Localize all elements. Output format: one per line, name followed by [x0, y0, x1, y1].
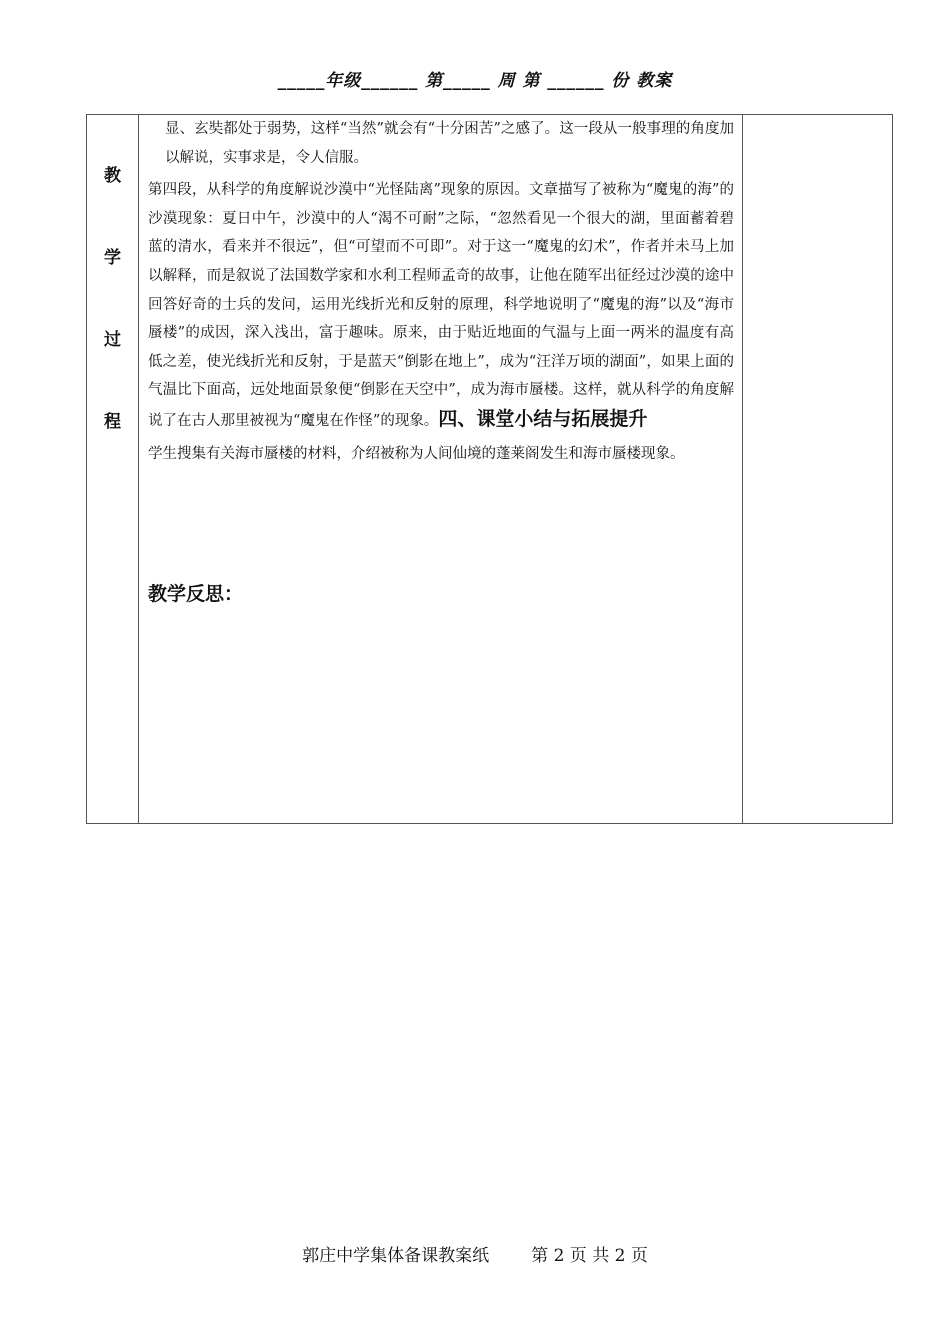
- section-label: [87, 115, 138, 463]
- section-label-char: 过: [104, 330, 121, 350]
- paragraph-continued: 显、玄奘都处于弱势，这样“当然”就会有“十分困苦”之感了。这一段从一般事理的角度加以解说，实事求是，令人信服。: [165, 121, 734, 166]
- page-header-title: _____年级______ 第_____ 周 第 ______ 份 教案: [277, 71, 673, 91]
- paragraph-main: [148, 176, 734, 435]
- section-label-char: 教: [104, 166, 121, 186]
- page-footer: [0, 1241, 950, 1266]
- paragraph-main-text: 第四段，从科学的角度解说沙漠中“光怪陆离”现象的原因。文章描写了被称为“魔鬼的海”的沙漠现象：夏日中午，沙漠中的人“渴不可耐”之际，“忽然看见一个很大的湖，里面蓄着碧蓝的清水，看来并不很远”，但“可望而不可即”。对于这一“魔鬼的幻术”，作者并未马上加以解释，而是叙说了法国数学家和水利工程师孟奇的故事，让他在随军出征经过沙漠的途中回答好奇的士兵的发问，运用光线折光和反射的原理，科学地说明了“魔鬼的海”以及“海市蜃楼”的成因，深入浅出，富于趣味。原来，由于贴近地面的气温与上面一两米的温度有高低之差，使光线折光和反射，于是蓝天“倒影在地上”，成为“汪洋万顷的湖面”，如果上面的气温比下面高，远处地面景象便“倒影在天空中”，成为海市蜃楼。这样，就从科学的角度解说了在古人那里被视为“魔鬼在作怪”的现象。: [148, 182, 734, 429]
- lesson-plan-table: [86, 114, 893, 824]
- section-heading: 四、课堂小结与拓展提升: [438, 407, 648, 430]
- notes-cell: [743, 115, 893, 824]
- section-label-char: 学: [104, 248, 121, 268]
- reflection-label: 教学反思：: [148, 583, 244, 606]
- lesson-content: [139, 115, 742, 609]
- content-cell: [139, 115, 743, 824]
- paragraph-extension: 学生搜集有关海市蜃楼的材料，介绍被称为人间仙境的蓬莱阁发生和海市蜃楼现象。: [148, 445, 685, 462]
- table-row: [87, 115, 893, 824]
- section-label-char: 程: [104, 412, 121, 432]
- footer-school: 郭庄中学集体备课教案纸: [302, 1246, 490, 1266]
- footer-page-info: 第 2 页 共 2 页: [531, 1246, 648, 1266]
- section-label-cell: [87, 115, 139, 824]
